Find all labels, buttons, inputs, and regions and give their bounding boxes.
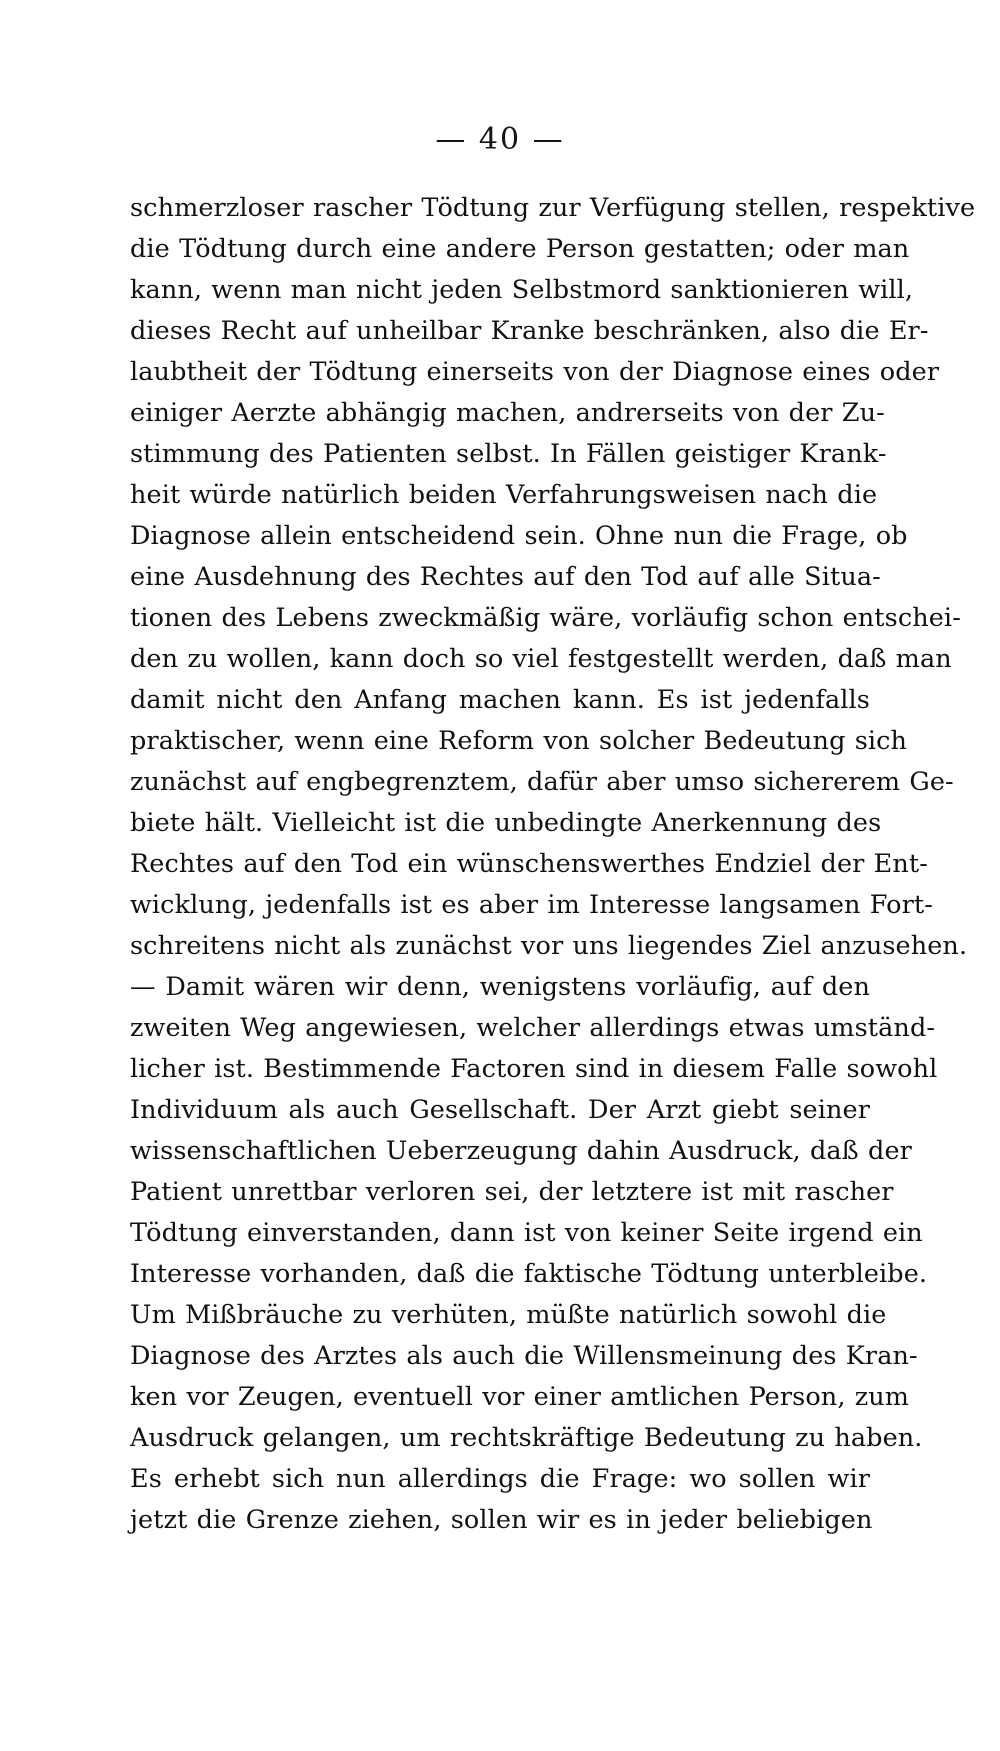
text-line: Diagnose des Arztes als auch die Willensmeinung des Kran- [130, 1341, 918, 1371]
text-line: stimmung des Patienten selbst. In Fällen geistiger Krank- [130, 439, 887, 469]
text-line: Tödtung einverstanden, dann ist von keiner Seite irgend ein [130, 1218, 923, 1248]
text-line: wissenschaftlichen Ueberzeugung dahin Ausdruck, daß der [130, 1136, 912, 1166]
text-line: wicklung, jedenfalls ist es aber im Interesse langsamen Fort- [130, 890, 933, 920]
page-number: — 40 — [435, 122, 565, 157]
text-line: praktischer, wenn eine Reform von solcher Bedeutung sich [130, 726, 908, 756]
text-line: schmerzloser rascher Tödtung zur Verfügung stellen, respektive [130, 193, 976, 223]
text-line: Individuum als auch Gesellschaft. Der Arzt giebt seiner [130, 1095, 870, 1125]
text-line: kann, wenn man nicht jeden Selbstmord sanktionieren will, [130, 275, 914, 305]
text-line: zunächst auf engbegrenztem, dafür aber umso sichererem Ge- [130, 767, 954, 797]
text-line: — Damit wären wir denn, wenigstens vorläufig, auf den [130, 972, 870, 1002]
text-line: ken vor Zeugen, eventuell vor einer amtlichen Person, zum [130, 1382, 910, 1412]
body-text [130, 188, 976, 1541]
text-line: Es erhebt sich nun allerdings die Frage: wo sollen wir [130, 1464, 870, 1494]
text-line: Patient unrettbar verloren sei, der letztere ist mit rascher [130, 1177, 894, 1207]
text-line: jetzt die Grenze ziehen, sollen wir es in jeder beliebigen [130, 1505, 873, 1535]
text-line: zweiten Weg angewiesen, welcher allerdings etwas umständ- [130, 1013, 936, 1043]
text-line: tionen des Lebens zweckmäßig wäre, vorläufig schon entschei- [130, 603, 961, 633]
text-line: Diagnose allein entscheidend sein. Ohne nun die Frage, ob [130, 521, 908, 551]
text-line: licher ist. Bestimmende Factoren sind in diesem Falle sowohl [130, 1054, 938, 1084]
text-line: eine Ausdehnung des Rechtes auf den Tod auf alle Situa- [130, 562, 881, 592]
text-line: laubtheit der Tödtung einerseits von der Diagnose eines oder [130, 357, 940, 387]
text-line: Rechtes auf den Tod ein wünschenswerthes Endziel der Ent- [130, 849, 928, 879]
text-line: Ausdruck gelangen, um rechtskräftige Bedeutung zu haben. [130, 1423, 923, 1453]
text-line: biete hält. Vielleicht ist die unbedingte Anerkennung des [130, 808, 882, 838]
text-line: damit nicht den Anfang machen kann. Es ist jedenfalls [130, 685, 870, 715]
text-line: den zu wollen, kann doch so viel festgestellt werden, daß man [130, 644, 952, 674]
text-line: die Tödtung durch eine andere Person gestatten; oder man [130, 234, 910, 264]
text-line: dieses Recht auf unheilbar Kranke beschränken, also die Er- [130, 316, 929, 346]
text-line: schreitens nicht als zunächst vor uns liegendes Ziel anzusehen. [130, 931, 968, 961]
text-line: Interesse vorhanden, daß die faktische Tödtung unterbleibe. [130, 1259, 928, 1289]
text-line: Um Mißbräuche zu verhüten, müßte natürlich sowohl die [130, 1300, 887, 1330]
text-line: einiger Aerzte abhängig machen, andrerseits von der Zu- [130, 398, 885, 428]
text-line: heit würde natürlich beiden Verfahrungsweisen nach die [130, 480, 878, 510]
